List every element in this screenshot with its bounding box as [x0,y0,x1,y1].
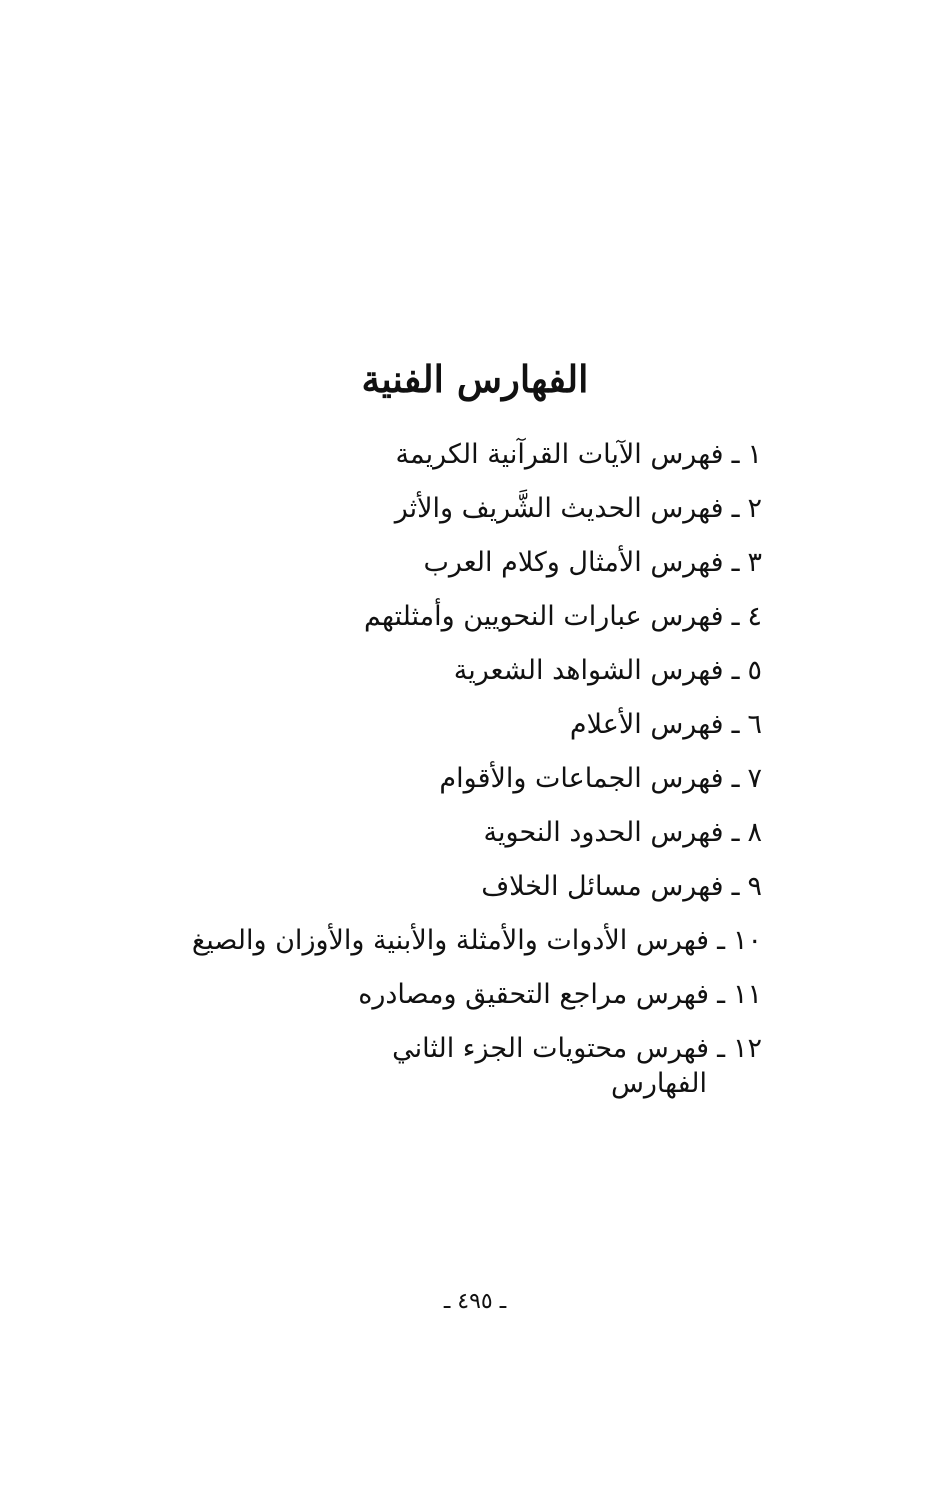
item-number: ١٢ [732,1033,762,1064]
item-label: فهرس الحديث الشَّريف والأثر [394,493,724,524]
item-label: فهرس مراجع التحقيق ومصادره [358,979,710,1010]
item-number: ٨ [747,817,762,848]
item-number: ٧ [747,763,762,794]
item-separator: ـ [731,493,740,524]
item-separator: ـ [717,925,725,956]
item-separator: ـ [731,439,740,470]
item-number: ٣ [747,547,762,578]
item-separator: ـ [731,601,740,632]
item-separator: ـ [731,871,740,902]
item-label: فهرس الشواهد الشعرية [453,655,724,686]
page-number: ـ ٤٩٥ ـ [443,1289,507,1314]
item-number: ٦ [747,709,762,740]
list-item [42,914,762,968]
list-item [42,698,762,752]
item-separator: ـ [731,763,740,794]
item-label: فهرس مسائل الخلاف [481,871,724,902]
list-item [42,806,762,860]
item-number: ٢ [747,493,762,524]
item-label: فهرس الأعلام [569,709,724,740]
item-separator: ـ [731,655,740,686]
item-number: ٤ [747,601,762,632]
list-item [42,428,762,482]
item-number: ١١ [732,979,762,1010]
list-item [42,590,762,644]
item-separator: ـ [717,979,725,1010]
item-number: ٥ [747,655,762,686]
item-label: فهرس الحدود النحوية [483,817,724,848]
list-item [42,536,762,590]
sub-item-label: الفهارس [610,1068,707,1099]
index-list [42,428,762,1076]
item-label: فهرس الجماعات والأقوام [439,763,724,794]
list-item [42,482,762,536]
item-separator: ـ [731,817,740,848]
item-label: فهرس محتويات الجزء الثاني [392,1033,710,1064]
item-number: ١ [747,439,762,470]
item-number: ١٠ [732,925,762,956]
item-number: ٩ [747,871,762,902]
item-label: فهرس الأمثال وكلام العرب [423,547,724,578]
list-item [42,644,762,698]
list-item [42,968,762,1022]
page-title: الفهارس الفنية [361,357,589,401]
item-separator: ـ [731,709,740,740]
item-separator: ـ [731,547,740,578]
item-label: فهرس الآيات القرآنية الكريمة [395,439,724,470]
list-item [42,860,762,914]
item-label: فهرس الأدوات والأمثلة والأبنية والأوزان والصيغ [191,925,710,956]
list-item [42,752,762,806]
item-separator: ـ [717,1033,725,1064]
item-label: فهرس عبارات النحويين وأمثلتهم [364,601,724,632]
